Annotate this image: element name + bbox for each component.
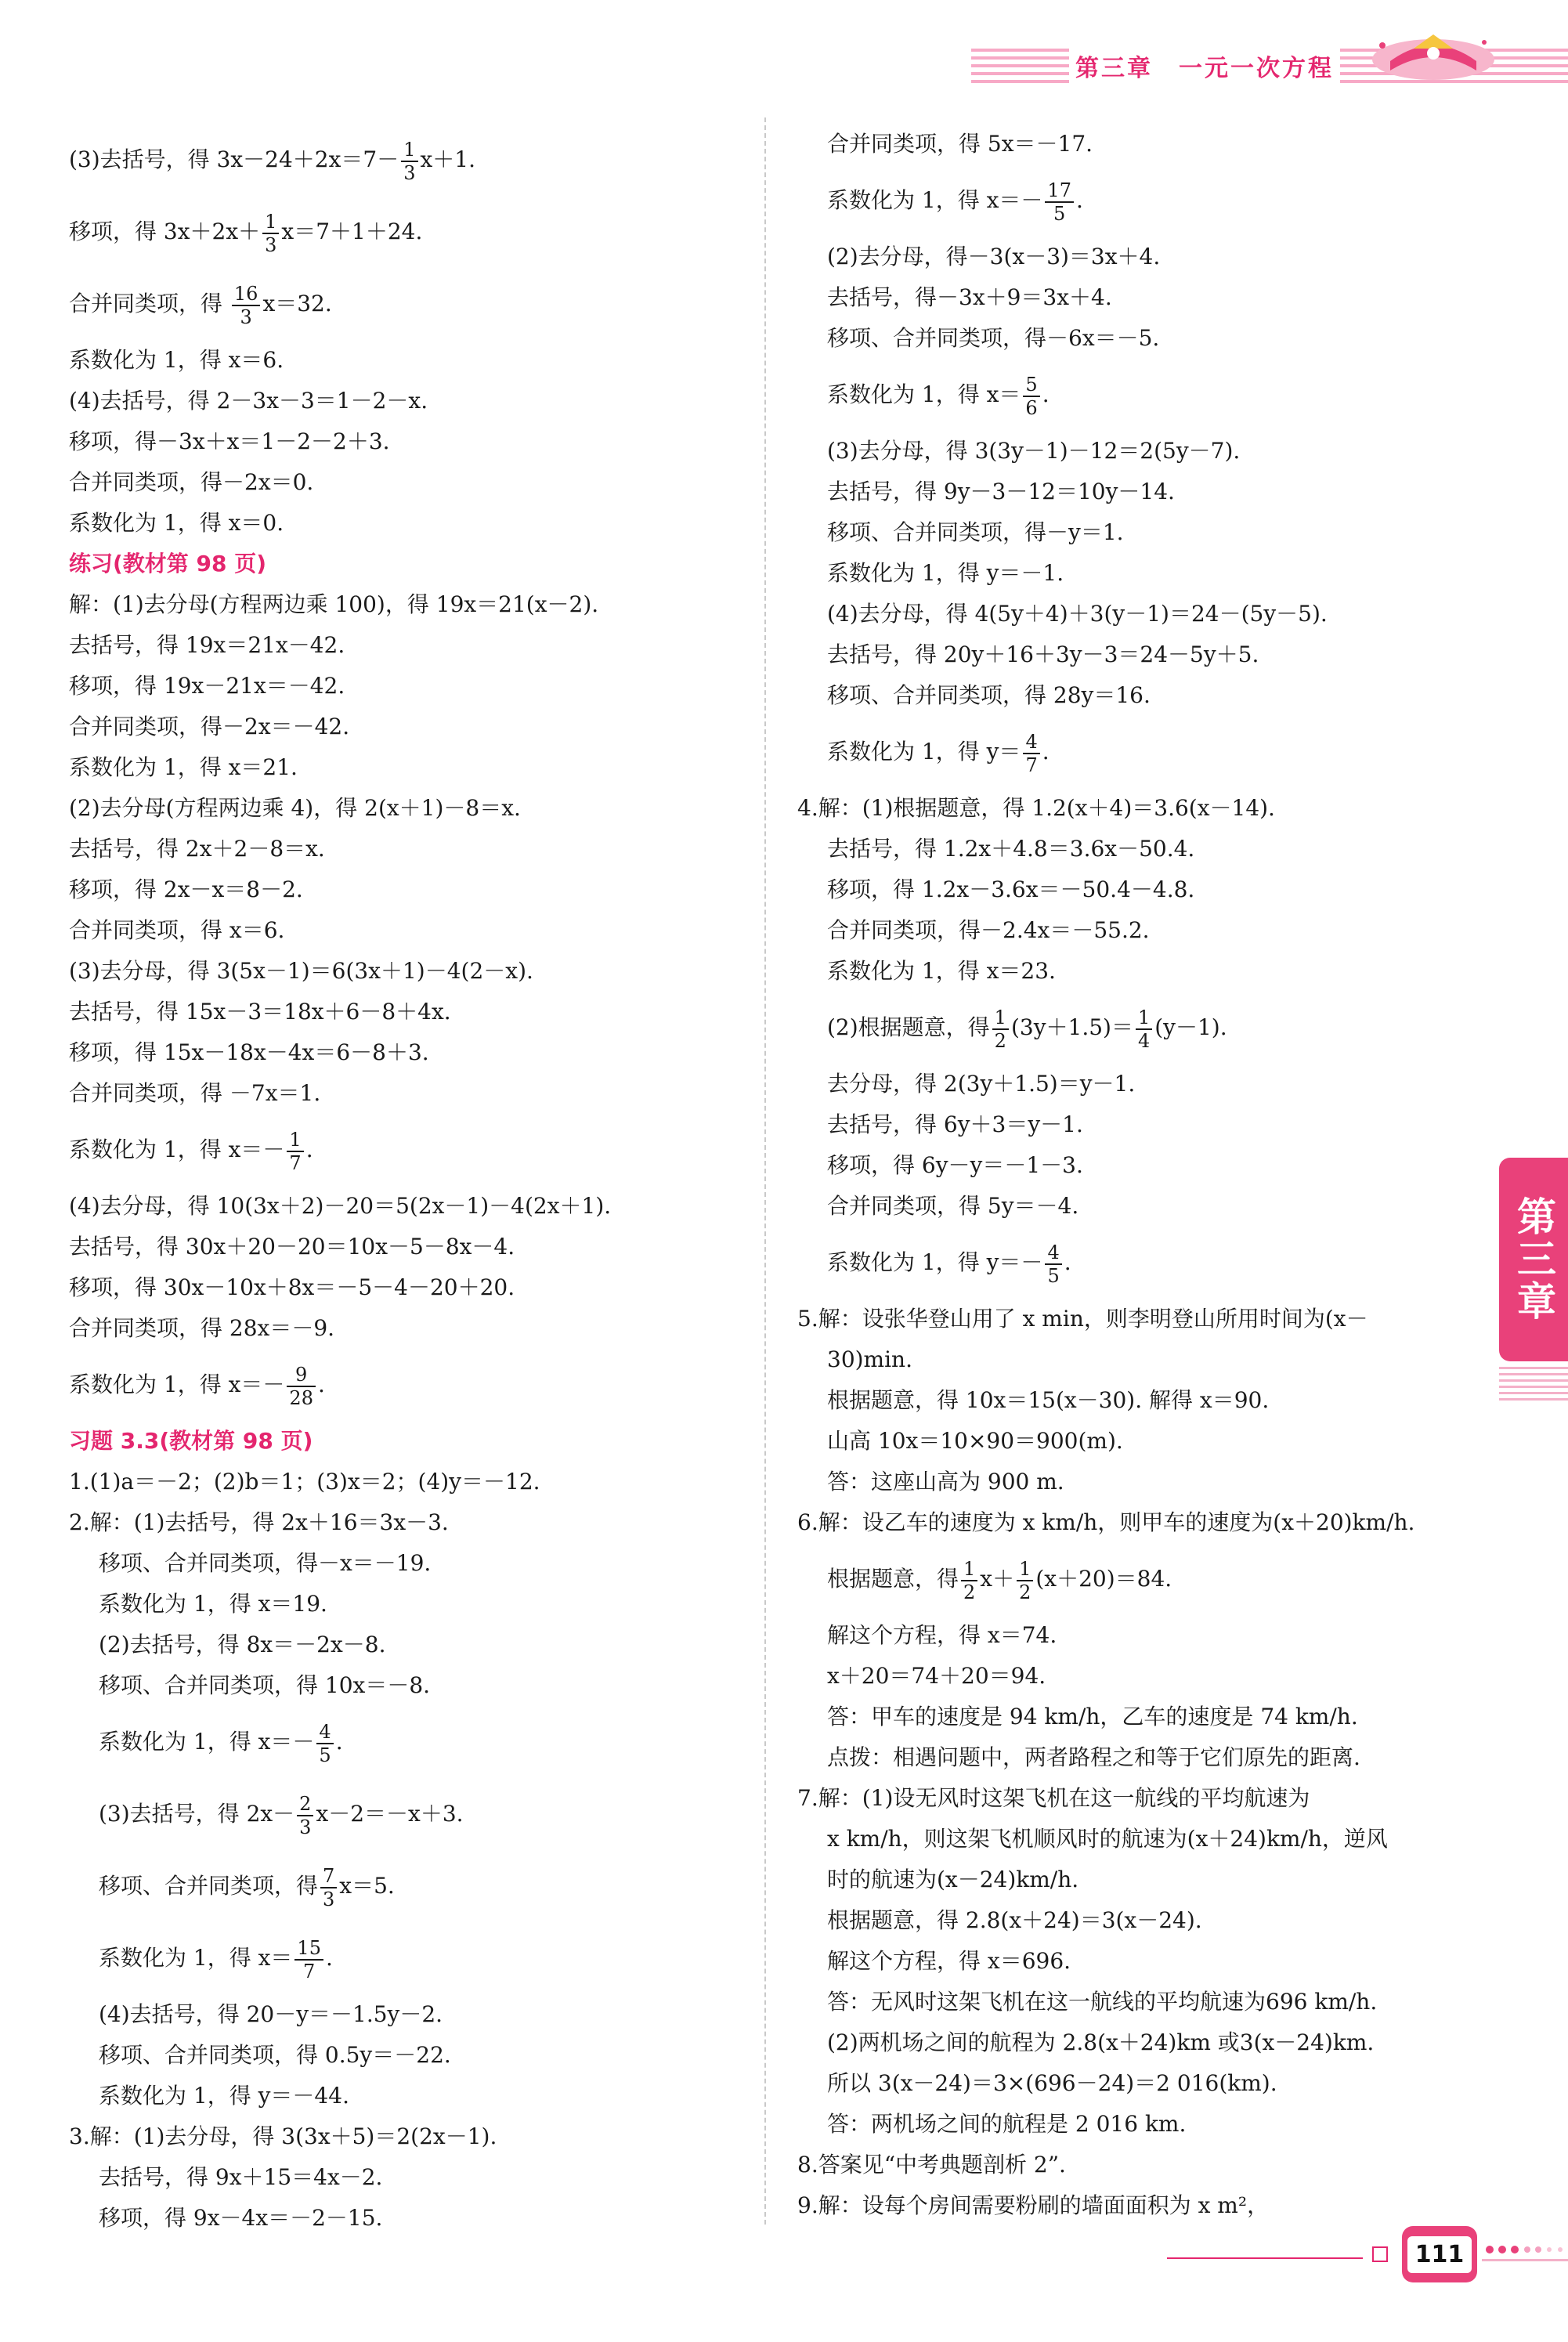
text-segment: 系数化为 1，得 x＝	[827, 381, 1021, 407]
fraction	[1045, 1241, 1061, 1287]
text-segment: 6.解：设乙车的速度为 x km/h，则甲车的速度为(x＋20)km/h.	[797, 1509, 1415, 1535]
denominator: 4	[1137, 1029, 1151, 1052]
text-segment: (2)根据题意，得	[827, 1014, 990, 1040]
fraction	[1136, 1007, 1152, 1052]
page-header	[0, 0, 1568, 94]
text-segment: 移项、合并同类项，得 10x＝－8.	[99, 1672, 431, 1698]
text-line	[797, 237, 1487, 277]
text-line	[797, 1543, 1487, 1615]
text-line	[69, 2198, 750, 2239]
numerator: 4	[1045, 1241, 1061, 1265]
text-line	[69, 1349, 750, 1421]
text-segment: x＋1.	[420, 146, 476, 172]
fraction	[287, 1129, 303, 1174]
text-segment: 答：甲车的速度是 94 km/h，乙车的速度是 74 km/h.	[827, 1704, 1358, 1729]
text-segment: 移项，得－3x＋x＝1－2－2＋3.	[69, 428, 390, 454]
text-line	[69, 625, 750, 666]
text-segment: 移项，得 3x＋2x＋	[69, 219, 261, 244]
text-line	[69, 1073, 750, 1114]
text-line	[69, 1227, 750, 1267]
text-segment: 合并同类项，得－2x＝－42.	[69, 714, 350, 739]
text-line	[797, 124, 1487, 164]
denominator: 3	[240, 305, 252, 328]
text-segment: 系数化为 1，得 y＝－	[827, 1249, 1043, 1275]
text-segment: 去括号，得 20y＋16＋3y－3＝24－5y＋5.	[827, 642, 1259, 667]
text-line	[69, 1543, 750, 1584]
text-segment: (4)去分母，得 4(5y＋4)＋3(y－1)＝24－(5y－5).	[827, 601, 1328, 627]
numerator: 1	[1136, 1007, 1152, 1030]
text-line	[797, 1982, 1487, 2022]
text-line	[797, 1299, 1487, 1339]
text-line	[69, 2116, 750, 2157]
text-segment: x＝7＋1＋24.	[281, 219, 423, 244]
text-line	[797, 594, 1487, 634]
denominator: 5	[319, 1744, 331, 1766]
text-segment: 合并同类项，得 5x＝－17.	[827, 131, 1093, 157]
text-segment: 合并同类项，得 5y＝－4.	[827, 1193, 1079, 1219]
denominator: 5	[1053, 202, 1066, 225]
text-segment: 根据题意，得 2.8(x＋24)＝3(x－24).	[827, 1907, 1202, 1933]
numerator: 9	[287, 1364, 316, 1387]
text-line	[69, 910, 750, 951]
text-segment: (2)去分母，得－3(x－3)＝3x＋4.	[827, 244, 1161, 269]
numerator: 1	[262, 211, 279, 234]
text-segment: (3y＋1.5)＝	[1010, 1014, 1133, 1040]
numerator: 4	[316, 1721, 333, 1744]
text-segment: (3)去括号，得 3x－24＋2x＝7－	[69, 146, 399, 172]
text-line	[797, 318, 1487, 359]
text-line	[797, 553, 1487, 594]
text-line	[797, 1656, 1487, 1697]
text-line	[797, 1860, 1487, 1900]
text-segment: 移项，得 1.2x－3.6x＝－50.4－4.8.	[827, 876, 1195, 902]
text-line	[797, 716, 1487, 788]
text-segment: .	[1042, 739, 1050, 764]
text-segment: (3)去分母，得 3(5x－1)＝6(3x＋1)－4(2－x).	[69, 958, 533, 984]
text-segment: 系数化为 1，得 y＝－44.	[99, 2083, 349, 2109]
text-line	[797, 992, 1487, 1064]
text-segment: 根据题意，得 10x＝15(x－30). 解得 x＝90.	[827, 1387, 1270, 1413]
text-segment: 系数化为 1，得 x＝6.	[69, 347, 284, 373]
text-segment: x＋20＝74＋20＝94.	[827, 1663, 1046, 1689]
text-segment: 答：两机场之间的航程是 2 016 km.	[827, 2111, 1187, 2137]
text-segment: 去括号，得 6y＋3＝y－1.	[827, 1111, 1083, 1137]
text-line	[69, 1267, 750, 1308]
section-heading	[69, 1421, 750, 1462]
text-line	[797, 431, 1487, 472]
numerator: 17	[1045, 179, 1074, 203]
fraction	[297, 1793, 313, 1838]
denominator: 2	[994, 1029, 1006, 1052]
text-line	[797, 1502, 1487, 1543]
numerator: 4	[1023, 731, 1039, 754]
denominator: 2	[963, 1581, 976, 1603]
fraction	[1023, 731, 1039, 776]
denominator: 7	[289, 1151, 302, 1174]
numerator: 7	[320, 1865, 337, 1888]
text-segment: 5.解：设张华登山用了 x min，则李明登山所用时间为(x－	[797, 1306, 1368, 1332]
text-segment: 移项、合并同类项，得－6x＝－5.	[827, 325, 1160, 351]
text-segment: 9.解：设每个房间需要粉刷的墙面面积为 x m²，	[797, 2192, 1270, 2218]
numerator: 1	[287, 1129, 303, 1152]
text-line	[797, 512, 1487, 553]
text-segment: 2.解：(1)去括号，得 2x＋16＝3x－3.	[69, 1509, 449, 1535]
text-line	[797, 1462, 1487, 1502]
text-segment: 移项，得 9x－4x＝－2－15.	[99, 2205, 383, 2231]
text-line	[797, 1941, 1487, 1982]
left-column	[69, 124, 750, 2239]
text-segment: 解这个方程，得 x＝696.	[827, 1948, 1071, 1974]
text-line	[797, 951, 1487, 992]
text-segment: 系数化为 1，得 x＝21.	[69, 754, 298, 780]
numerator: 16	[232, 283, 261, 306]
text-line	[69, 992, 750, 1032]
text-segment: 合并同类项，得 x＝6.	[69, 917, 285, 943]
text-segment: 系数化为 1，得 x＝－	[99, 1729, 315, 1755]
text-segment: (4)去分母，得 10(3x＋2)－20＝5(2x－1)－4(2x＋1).	[69, 1193, 612, 1219]
text-line	[797, 1104, 1487, 1145]
text-line	[797, 1380, 1487, 1421]
fraction	[316, 1721, 333, 1766]
text-segment: 去括号，得 9y－3－12＝10y－14.	[827, 479, 1175, 504]
text-segment: .	[325, 1945, 333, 1971]
text-line	[797, 2145, 1487, 2185]
text-segment: (3)去括号，得 2x－	[99, 1801, 295, 1827]
numerator: 2	[297, 1793, 313, 1816]
text-segment: 合并同类项，得 －7x＝1.	[69, 1080, 321, 1106]
text-line	[69, 1186, 750, 1227]
text-line	[69, 747, 750, 788]
text-line	[69, 124, 750, 196]
text-line	[797, 675, 1487, 716]
denominator: 28	[289, 1386, 313, 1409]
text-segment: 移项、合并同类项，得－x＝－19.	[99, 1550, 432, 1576]
text-line	[69, 381, 750, 421]
text-line	[797, 910, 1487, 951]
text-segment: .	[1064, 1249, 1071, 1275]
text-segment: 8.答案见“中考典题剖析 2”.	[797, 2152, 1066, 2178]
text-segment: (3)去分母，得 3(3y－1)－12＝2(5y－7).	[827, 438, 1241, 464]
text-segment: .	[1042, 381, 1050, 407]
text-line	[797, 634, 1487, 675]
fraction	[1023, 374, 1039, 419]
text-segment: 系数化为 1，得 x＝0.	[69, 510, 284, 536]
text-segment: (2)去括号，得 8x＝－2x－8.	[99, 1632, 386, 1657]
text-line	[69, 1502, 750, 1543]
chapter-side-tab-label: 第三章	[1511, 1196, 1556, 1323]
text-line	[69, 196, 750, 268]
text-line	[69, 1706, 750, 1778]
text-line	[797, 869, 1487, 910]
text-line	[797, 1737, 1487, 1778]
text-segment: 移项，得 30x－10x＋8x＝－5－4－20＋20.	[69, 1274, 515, 1300]
text-line	[69, 1922, 750, 1994]
text-line	[69, 788, 750, 829]
text-segment: 4.解：(1)根据题意，得 1.2(x＋4)＝3.6(x－14).	[797, 795, 1275, 821]
text-segment: 去括号，得 30x＋20－20＝10x－5－8x－4.	[69, 1234, 515, 1260]
book-emblem-icon	[1367, 22, 1500, 85]
text-segment: 去括号，得 9x＋15＝4x－2.	[99, 2164, 383, 2190]
text-segment: .	[335, 1729, 343, 1755]
numerator: 1	[992, 1007, 1009, 1030]
text-segment: 根据题意，得	[827, 1566, 959, 1592]
fraction	[401, 139, 417, 184]
footer-line	[1167, 2257, 1363, 2259]
text-line	[797, 1145, 1487, 1186]
section-heading	[69, 544, 750, 584]
text-segment: 合并同类项，得 28x＝－9.	[69, 1315, 335, 1341]
text-segment: 去括号，得－3x＋9＝3x＋4.	[827, 284, 1112, 310]
text-segment: 去分母，得 2(3y＋1.5)＝y－1.	[827, 1071, 1136, 1097]
text-segment: 移项、合并同类项，得－y＝1.	[827, 519, 1124, 545]
text-segment: x＝5.	[339, 1873, 395, 1899]
text-line	[797, 164, 1487, 237]
denominator: 3	[265, 233, 277, 256]
text-segment: 去括号，得 15x－3＝18x＋6－8＋4x.	[69, 999, 451, 1025]
text-line	[69, 2076, 750, 2116]
text-line	[797, 359, 1487, 431]
chapter-title: 第三章 一元一次方程	[1069, 49, 1340, 83]
text-line	[797, 1339, 1487, 1380]
fraction	[320, 1865, 337, 1910]
text-line	[69, 340, 750, 381]
text-line	[69, 1850, 750, 1922]
text-segment: 移项、合并同类项，得 28y＝16.	[827, 682, 1151, 708]
text-segment: 合并同类项，得－2x＝0.	[69, 469, 314, 495]
text-line	[797, 829, 1487, 869]
text-segment: (2)两机场之间的航程为 2.8(x＋24)km 或3(x－24)km.	[827, 2029, 1375, 2055]
text-segment: 移项，得 19x－21x＝－42.	[69, 673, 345, 699]
chapter-side-tab	[1499, 1158, 1568, 1361]
text-segment: x＝32.	[262, 291, 332, 316]
text-segment: 移项，得 6y－y＝－1－3.	[827, 1152, 1083, 1178]
text-segment: 系数化为 1，得 y＝－1.	[827, 560, 1064, 586]
text-segment: 1.(1)a＝－2；(2)b＝1；(3)x＝2；(4)y＝－12.	[69, 1469, 540, 1494]
fraction	[961, 1558, 977, 1603]
fraction	[1017, 1558, 1033, 1603]
text-line	[69, 1778, 750, 1850]
text-segment: .	[1075, 187, 1083, 213]
text-segment: 点拨：相遇问题中，两者路程之和等于它们原先的距离.	[827, 1744, 1360, 1770]
text-line	[69, 666, 750, 707]
text-line	[69, 421, 750, 462]
text-line	[69, 1994, 750, 2035]
numerator: 1	[1017, 1558, 1033, 1581]
text-line	[797, 277, 1487, 318]
text-segment: 系数化为 1，得 x＝23.	[827, 958, 1056, 984]
denominator: 7	[303, 1960, 316, 1982]
right-column	[797, 124, 1487, 2226]
text-segment: (4)去括号，得 20－y＝－1.5y－2.	[99, 2001, 443, 2027]
fraction	[992, 1007, 1009, 1052]
text-segment: 系数化为 1，得 x＝－	[69, 1137, 285, 1162]
text-segment: 去括号，得 19x＝21x－42.	[69, 632, 345, 658]
text-segment: 系数化为 1，得 x＝－	[69, 1372, 285, 1397]
fraction	[232, 283, 261, 328]
side-tab-stripes	[1499, 1367, 1568, 1402]
text-segment: x km/h，则这架飞机顺风时的航速为(x＋24)km/h，逆风	[827, 1826, 1388, 1852]
text-segment: 解这个方程，得 x＝74.	[827, 1622, 1057, 1648]
text-line	[797, 1227, 1487, 1299]
footer-square-icon	[1372, 2246, 1388, 2262]
text-line	[797, 1900, 1487, 1941]
numerator: 1	[961, 1558, 977, 1581]
text-segment: 答：这座山高为 900 m.	[827, 1469, 1064, 1494]
text-line	[797, 788, 1487, 829]
text-segment: (y－1).	[1154, 1014, 1227, 1040]
text-segment: 系数化为 1，得 x＝	[99, 1945, 293, 1971]
text-line	[69, 1308, 750, 1349]
text-segment: 山高 10x＝10×90＝900(m).	[827, 1428, 1123, 1454]
page-number: 111	[1407, 2236, 1472, 2273]
text-segment: (4)去括号，得 2－3x－3＝1－2－x.	[69, 388, 428, 414]
text-line	[69, 2157, 750, 2198]
text-line	[797, 1421, 1487, 1462]
text-segment: 系数化为 1，得 x＝－	[827, 187, 1043, 213]
text-segment: 30)min.	[827, 1346, 912, 1372]
text-segment: 移项，得 2x－x＝8－2.	[69, 876, 303, 902]
numerator: 1	[401, 139, 417, 162]
text-line	[69, 1625, 750, 1665]
text-line	[797, 1778, 1487, 1819]
text-line	[69, 829, 750, 869]
text-segment: 系数化为 1，得 y＝	[827, 739, 1021, 764]
fraction	[262, 211, 279, 256]
text-segment: 答：无风时这架飞机在这一航线的平均航速为696 km/h.	[827, 1989, 1378, 2015]
text-segment: 3.解：(1)去分母，得 3(3x＋5)＝2(2x－1).	[69, 2123, 497, 2149]
text-line	[69, 869, 750, 910]
text-segment: 习题 3.3(教材第 98 页)	[69, 1428, 313, 1454]
denominator: 7	[1025, 754, 1038, 776]
text-line	[69, 1665, 750, 1706]
text-line	[797, 1064, 1487, 1104]
denominator: 5	[1047, 1264, 1060, 1287]
text-line	[797, 472, 1487, 512]
text-segment: 练习(教材第 98 页)	[69, 551, 267, 576]
text-segment: 移项、合并同类项，得 0.5y＝－22.	[99, 2042, 451, 2068]
text-line	[797, 1819, 1487, 1860]
text-segment: 去括号，得 1.2x＋4.8＝3.6x－50.4.	[827, 836, 1195, 862]
column-divider	[764, 117, 766, 2225]
denominator: 6	[1025, 396, 1038, 419]
text-segment: (2)去分母(方程两边乘 4)，得 2(x＋1)－8＝x.	[69, 795, 521, 821]
text-line	[797, 1186, 1487, 1227]
text-segment: .	[305, 1137, 313, 1162]
text-line	[69, 584, 750, 625]
text-line	[69, 1032, 750, 1073]
text-segment: 合并同类项，得－2.4x＝－55.2.	[827, 917, 1150, 943]
text-line	[69, 707, 750, 747]
numerator: 15	[294, 1937, 323, 1961]
text-segment: 7.解：(1)设无风时这架飞机在这一航线的平均航速为	[797, 1785, 1310, 1811]
text-segment: 系数化为 1，得 x＝19.	[99, 1591, 327, 1617]
text-segment: 去括号，得 2x＋2－8＝x.	[69, 836, 325, 862]
denominator: 3	[403, 161, 416, 184]
text-line	[797, 2185, 1487, 2226]
denominator: 3	[299, 1816, 312, 1838]
fraction	[1045, 179, 1074, 225]
numerator: 5	[1023, 374, 1039, 397]
text-segment: .	[317, 1372, 325, 1397]
text-line	[797, 2063, 1487, 2104]
page-number-badge	[1402, 2226, 1477, 2282]
text-line	[797, 2022, 1487, 2063]
text-segment: (x＋20)＝84.	[1035, 1566, 1172, 1592]
text-segment: 移项，得 15x－18x－4x＝6－8＋3.	[69, 1039, 429, 1065]
text-line	[797, 2104, 1487, 2145]
denominator: 3	[323, 1888, 335, 1910]
text-line	[69, 1584, 750, 1625]
denominator: 2	[1019, 1581, 1031, 1603]
fraction	[294, 1937, 323, 1982]
text-line	[797, 1697, 1487, 1737]
text-line	[69, 462, 750, 503]
text-line	[69, 2035, 750, 2076]
footer-dots-icon	[1482, 2239, 1568, 2270]
text-segment: x－2＝－x＋3.	[316, 1801, 464, 1827]
text-segment: 所以 3(x－24)＝3×(696－24)＝2 016(km).	[827, 2070, 1277, 2096]
text-line	[69, 268, 750, 340]
fraction	[287, 1364, 316, 1409]
text-segment: 解：(1)去分母(方程两边乘 100)，得 19x＝21(x－2).	[69, 591, 599, 617]
text-segment: 移项、合并同类项，得	[99, 1873, 319, 1899]
text-line	[797, 1615, 1487, 1656]
text-segment: 时的航速为(x－24)km/h.	[827, 1867, 1079, 1892]
text-segment: 合并同类项，得	[69, 291, 229, 316]
text-line	[69, 1462, 750, 1502]
text-line	[69, 951, 750, 992]
text-segment: x＋	[980, 1566, 1015, 1592]
text-line	[69, 503, 750, 544]
text-line	[69, 1114, 750, 1186]
